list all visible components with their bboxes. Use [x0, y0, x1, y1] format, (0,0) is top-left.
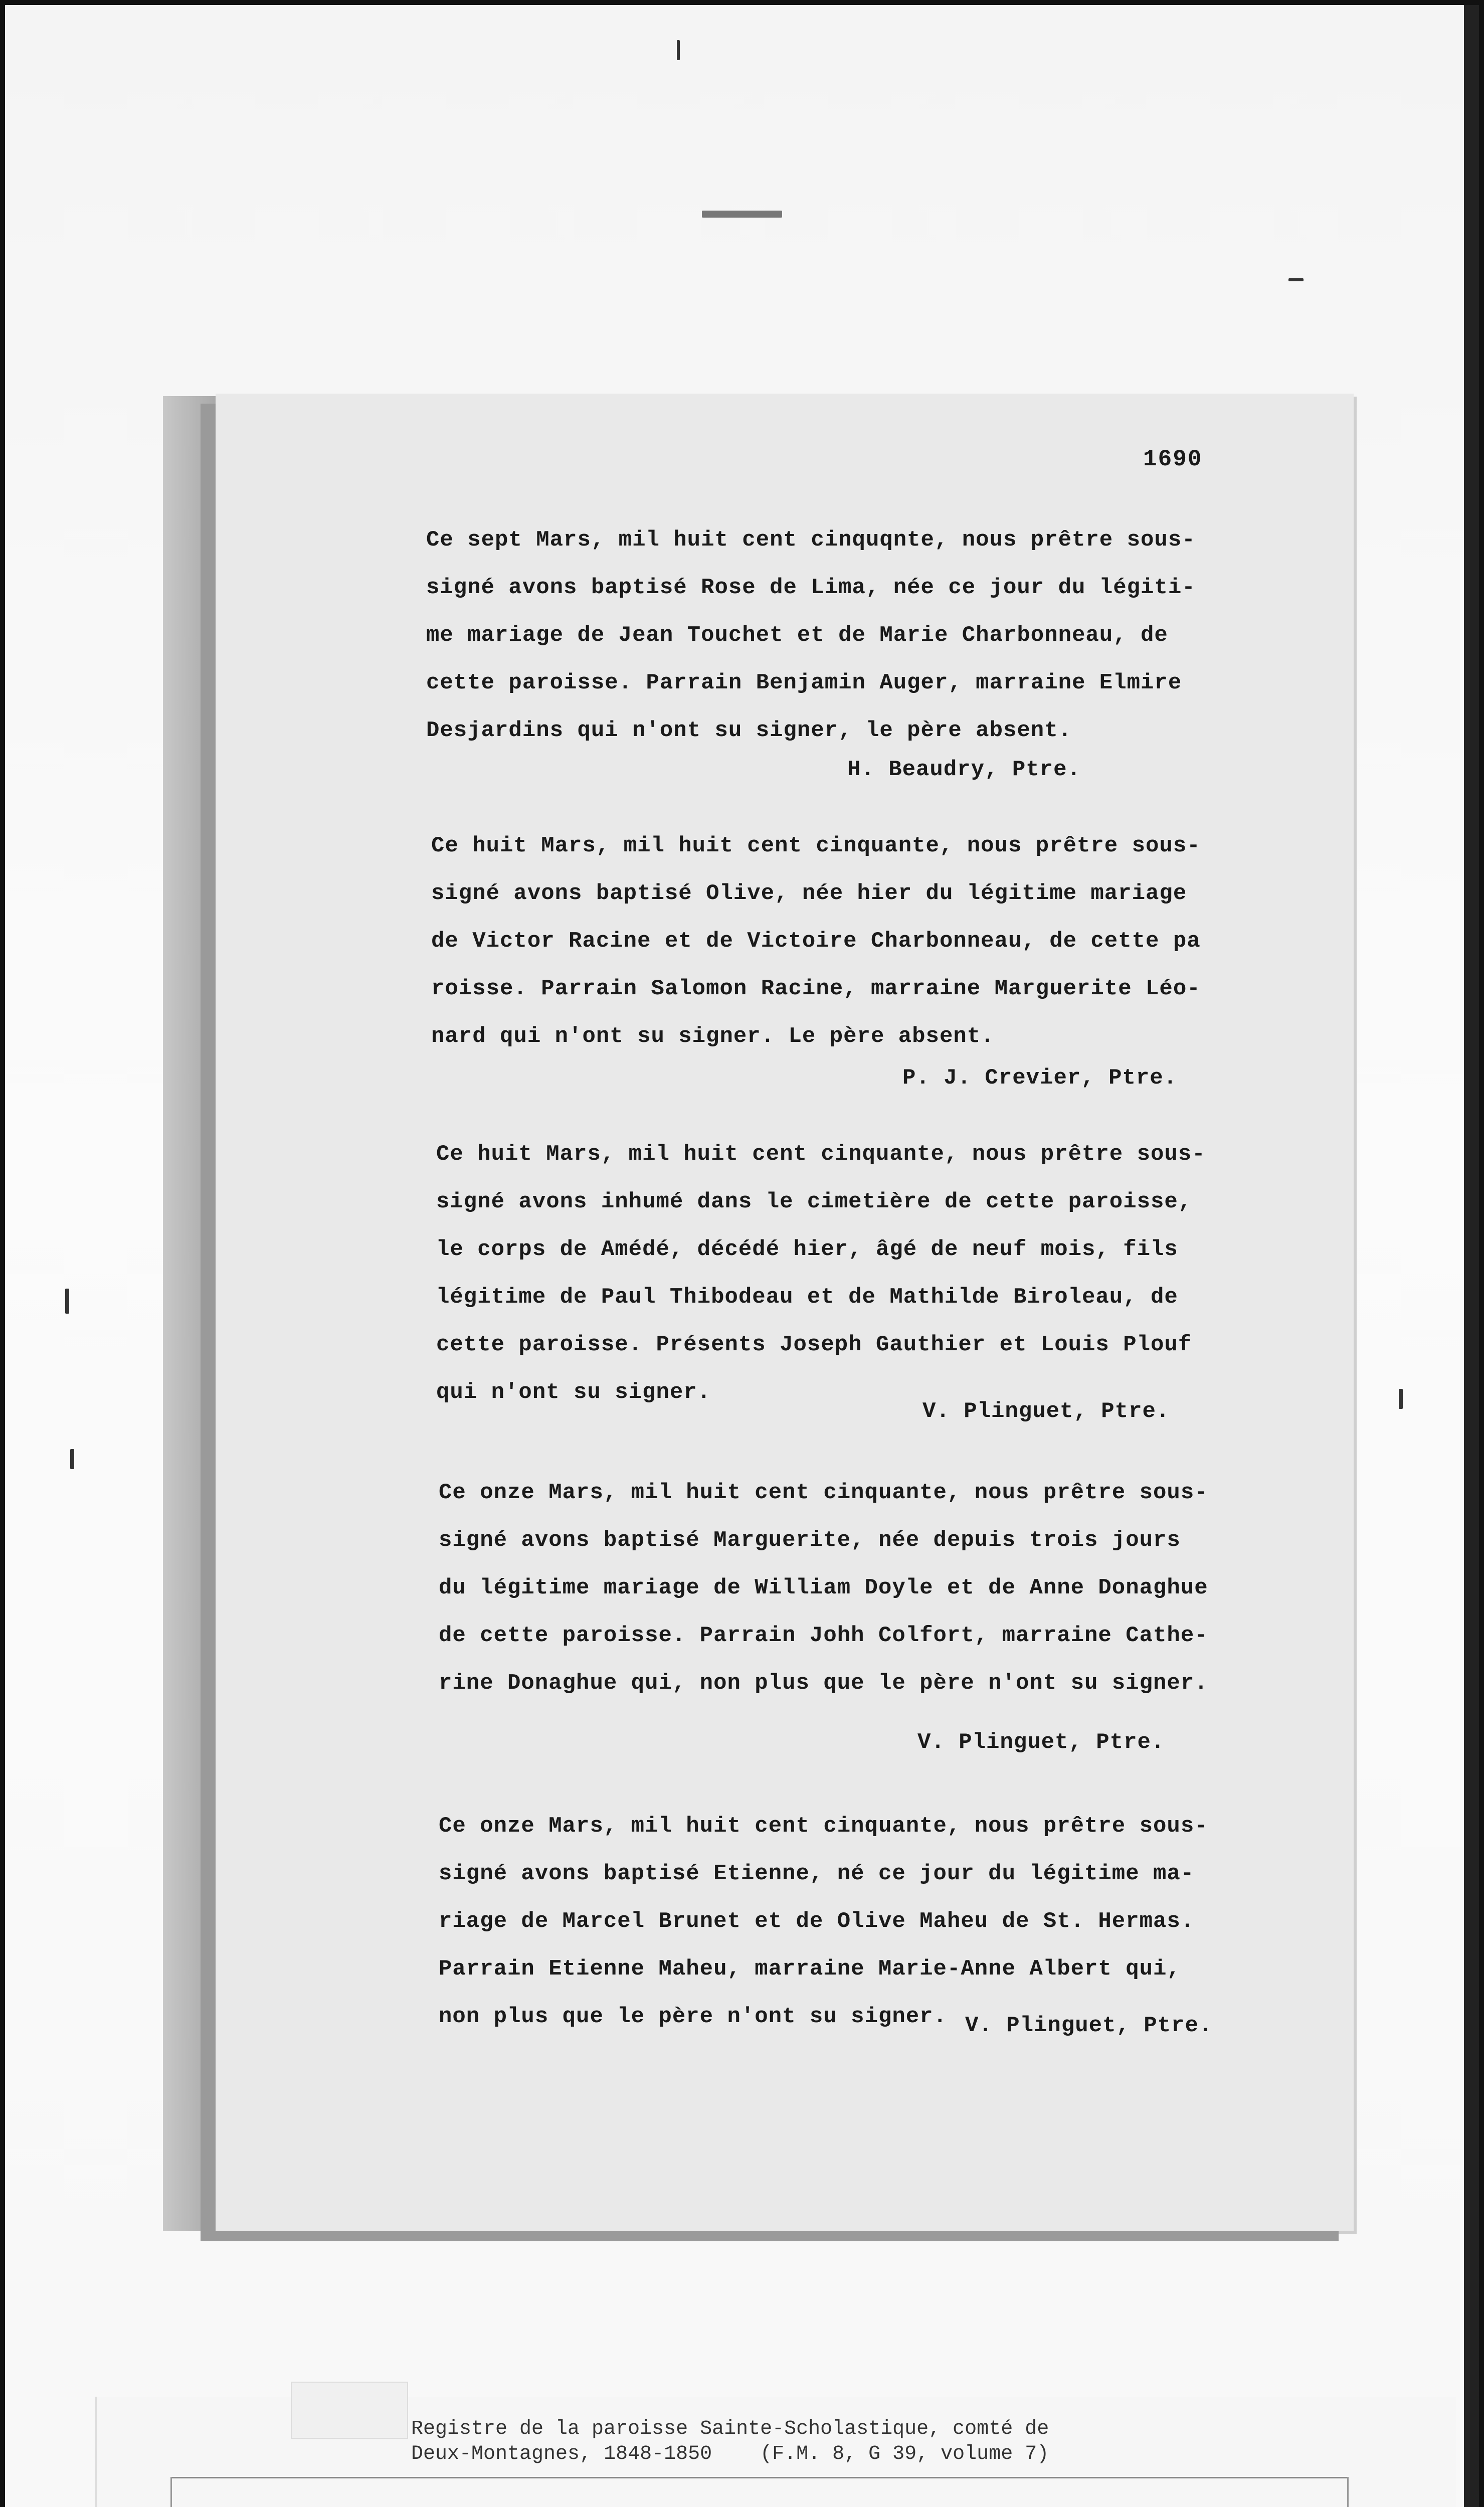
entry-line: cette paroisse. Présents Joseph Gauthier et Louis Plouf — [436, 1332, 1192, 1357]
entry-line: du légitime mariage de William Doyle et de Anne Donaghue — [439, 1575, 1208, 1600]
entry-line: signé avons baptisé Marguerite, née depuis trois jours — [439, 1528, 1181, 1553]
entry-line: signé avons inhumé dans le cimetière de cette paroisse, — [436, 1189, 1192, 1214]
entry-line: Ce huit Mars, mil huit cent cinquante, nous prêtre sous- — [431, 833, 1201, 858]
entry-signature: H. Beaudry, Ptre. — [847, 757, 1081, 782]
entry-line: signé avons baptisé Rose de Lima, née ce jour du légiti- — [426, 575, 1196, 600]
entry-line: me mariage de Jean Touchet et de Marie Charbonneau, de — [426, 623, 1168, 648]
entry-line: Desjardins qui n'ont su signer, le père absent. — [426, 718, 1072, 743]
entry-line: qui n'ont su signer. — [436, 1380, 711, 1405]
entry-line: cette paroisse. Parrain Benjamin Auger, marraine Elmire — [426, 670, 1182, 695]
entry-line: Parrain Etienne Maheu, marraine Marie-Anne Albert qui, — [439, 1956, 1181, 1982]
entry-line: rine Donaghue qui, non plus que le père n'ont su signer. — [439, 1671, 1208, 1696]
entry-signature: V. Plinguet, Ptre. — [917, 1730, 1165, 1755]
entry-line: non plus que le père n'ont su signer. — [439, 2004, 947, 2029]
entry-line: le corps de Amédé, décédé hier, âgé de neuf mois, fils — [436, 1237, 1178, 1262]
entry-line: de cette paroisse. Parrain Johh Colfort, marraine Cathe- — [439, 1623, 1208, 1648]
entry-line: signé avons baptisé Etienne, né ce jour du légitime ma- — [439, 1861, 1195, 1886]
entry-signature: P. J. Crevier, Ptre. — [902, 1065, 1178, 1091]
page-number: 1690 — [1143, 446, 1203, 472]
entry-line: Ce sept Mars, mil huit cent cinquqnte, nous prêtre sous- — [426, 527, 1196, 553]
entry-line: de Victor Racine et de Victoire Charbonneau, de cette pa — [431, 929, 1201, 954]
entry-line: roisse. Parrain Salomon Racine, marraine Marguerite Léo- — [431, 976, 1201, 1001]
entry-line: Ce onze Mars, mil huit cent cinquante, nous prêtre sous- — [439, 1814, 1208, 1839]
entry-signature: V. Plinguet, Ptre. — [965, 2013, 1213, 2038]
entry-signature: V. Plinguet, Ptre. — [922, 1399, 1170, 1424]
entry-line: légitime de Paul Thibodeau et de Mathilde Biroleau, de — [436, 1285, 1178, 1310]
caption-line: Registre de la paroisse Sainte-Scholastique, comté de — [411, 2418, 1049, 2440]
entry-line: Ce onze Mars, mil huit cent cinquante, nous prêtre sous- — [439, 1480, 1208, 1505]
entry-line: signé avons baptisé Olive, née hier du légitime mariage — [431, 881, 1187, 906]
caption-line: Deux-Montagnes, 1848-1850 (F.M. 8, G 39, volume 7) — [411, 2443, 1049, 2465]
entry-line: Ce huit Mars, mil huit cent cinquante, nous prêtre sous- — [436, 1142, 1206, 1167]
entry-line: riage de Marcel Brunet et de Olive Maheu de St. Hermas. — [439, 1909, 1195, 1934]
entry-line: nard qui n'ont su signer. Le père absent. — [431, 1024, 995, 1049]
